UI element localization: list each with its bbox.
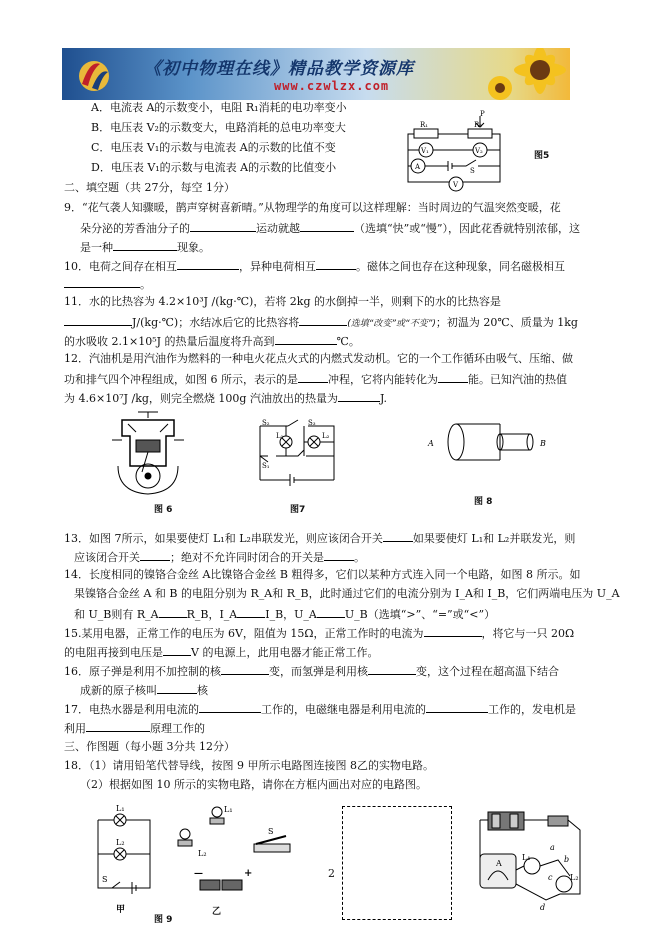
figure-9-jia-circuit — [92, 800, 158, 906]
q15-blank-2[interactable] — [163, 644, 191, 656]
fig5-s-label: S — [470, 167, 475, 175]
q9-line-2: 朵分泌的芳香油分子的 运动就越 （选填“快”或“慢”），因此花香就特别浓郁，这 — [80, 222, 580, 235]
q9-line-3: 是一种 现象。 — [80, 241, 210, 254]
fig5-v2-label: V₂ — [475, 147, 483, 155]
q17-line-2: 利用 原理工作的 — [64, 722, 205, 735]
fig7-s3-label: S₃ — [308, 419, 316, 427]
q14-line-2: 果镍铬合金丝 A 和 B 的电阻分别为 R_A和 R_B，此时通过它们的电流分别为 I_A和 I_B，它们两端电压为 U_A — [74, 587, 620, 600]
q15-blank-1[interactable] — [424, 625, 482, 637]
q9-blank-3[interactable] — [113, 239, 177, 251]
q13-blank-2[interactable] — [140, 549, 170, 561]
q16-line-1: 16．原子弹是利用不加控制的核 变，而氢弹是利用核 变，这个过程在超高温下结合 — [64, 665, 559, 678]
q11-blank-3[interactable] — [275, 333, 337, 345]
site-url: www.czwlzx.com — [274, 79, 390, 93]
figure-6-label: 图 6 — [154, 505, 173, 515]
fig5-p-label: P — [480, 110, 485, 118]
fig10-amp-label: A — [496, 859, 502, 868]
q13-blank-1[interactable] — [383, 530, 413, 542]
q16-blank-3[interactable] — [157, 682, 197, 694]
q13-line-2: 应该闭合开关 ；绝对不允许同时闭合的开关是 。 — [74, 551, 365, 564]
fig5-r1-label: R₁ — [420, 121, 429, 129]
q17-blank-2[interactable] — [426, 701, 488, 713]
q12-line-3: 为 4.6×10⁷J /kg，则完全燃烧 100g 汽油放出的热量为 J. — [64, 392, 388, 405]
fig9-yi-l2-label: L₂ — [198, 849, 207, 858]
q10-line-2: 。 — [64, 276, 151, 292]
q16-blank-2[interactable] — [368, 663, 416, 675]
q10-blank-3[interactable] — [64, 276, 140, 288]
fig5-v1-label: V₁ — [421, 147, 429, 155]
fig7-l1-label: L₁ — [276, 432, 284, 440]
q14-line-3: 和 U_B则有 R_A R_B，I_A I_B，U_A U_B（选填“>”、“=”或“<”） — [74, 608, 496, 621]
q11-line-1: 11．水的比热容为 4.2×10³J /(kg·℃)，若将 2kg 的水倒掉一半，则剩下的水的比热容是 — [64, 295, 502, 308]
figure-7-circuit — [238, 416, 348, 492]
section-3-heading: 三、作图题（每小题 3分共 12分） — [64, 740, 235, 753]
q17-blank-3[interactable] — [86, 720, 150, 732]
q9-blank-1[interactable] — [190, 220, 256, 232]
fig5-a-label: A — [415, 163, 421, 171]
header-banner — [62, 48, 570, 100]
box-number: 2 — [328, 867, 335, 880]
q13-line-1: 13．如图 7所示，如果要使灯 L₁和 L₂串联发光，则应该闭合开关 如果要使灯 L₁和 L₂并联发光，则 — [64, 532, 576, 545]
fig10-c-label: c — [548, 873, 553, 882]
q12-line-1: 12．汽油机是用汽油作为燃料的一种电火花点火式的内燃式发动机。它的一个工作循环由吸气、压缩、做 — [64, 352, 573, 365]
q18-line-1: 18．（1）请用铅笔代替导线，按图 9 甲所示电路图连接图 8乙的实物电路。 — [64, 759, 434, 772]
fig10-a-label: a — [550, 843, 555, 852]
fig5-r2-label: R₂ — [474, 121, 483, 129]
q12-blank-3[interactable] — [338, 390, 380, 402]
q12-blank-2[interactable] — [438, 371, 468, 383]
q10-line-1: 10．电荷之间存在相互 ，异种电荷相互 。磁体之间也存在这种现象，同名磁极相互 — [64, 260, 565, 273]
choice-b: B．电压表 V₂的示数变大，电路消耗的总电功率变大 — [91, 121, 346, 134]
drawing-box[interactable] — [342, 806, 452, 920]
choice-a: A．电流表 A的示数变小，电阻 R₁消耗的电功率变小 — [91, 101, 347, 114]
fig9-yi-l1-label: L₁ — [224, 805, 233, 814]
figure-5-label: 图5 — [534, 151, 550, 161]
q10-blank-2[interactable] — [316, 258, 356, 270]
fig9-yi-minus-label: — — [194, 869, 203, 879]
fig10-b-label: b — [564, 855, 570, 864]
q9-blank-2[interactable] — [300, 220, 354, 232]
choice-d: D．电压表 V₁的示数与电流表 A的示数的比值变小 — [91, 161, 337, 174]
q16-blank-1[interactable] — [221, 663, 269, 675]
section-2-heading: 二、填空题（共 27分，每空 1分） — [64, 181, 235, 194]
q9-line-1: 9．“花气袭人知骤暖，鹊声穿树喜新晴。”从物理学的角度可以这样理解：当时周边的气温突然变暖，花 — [64, 201, 561, 214]
fig7-s1-label: S₁ — [262, 462, 270, 470]
fig10-d-label: d — [540, 903, 546, 912]
q11-line-2: J/(kg·℃)；水结冰后它的比热容将 (选填“改变”或“不变”)；初温为 20℃、质量为 1kg — [64, 314, 578, 331]
fig9-yi-plus-label: + — [244, 868, 253, 879]
figure-7-label: 图7 — [290, 505, 306, 515]
q17-blank-1[interactable] — [199, 701, 261, 713]
figure-8-wire — [426, 414, 550, 474]
fig7-s2-label: S₂ — [262, 419, 270, 427]
q17-line-1: 17．电热水器是利用电流的 工作的，电磁继电器是利用电流的 工作的，发电机是 — [64, 703, 576, 716]
q11-blank-1[interactable] — [64, 314, 132, 326]
q11-blank-2[interactable] — [299, 314, 347, 326]
q13-blank-3[interactable] — [324, 549, 354, 561]
figure-9-jia-label: 甲 — [116, 905, 126, 915]
figure-8-label: 图 8 — [474, 497, 493, 507]
figure-10-circuit — [470, 800, 594, 918]
q10-blank-1[interactable] — [177, 258, 239, 270]
choice-c: C．电压表 V₁的示数与电流表 A的示数的比值不变 — [91, 141, 336, 154]
fig5-v-label: V — [453, 181, 459, 189]
q11-line-3: 的水吸收 2.1×10⁵J 的热量后温度将升高到 ℃。 — [64, 335, 360, 348]
fig7-l2-label: L₂ — [322, 432, 330, 440]
figure-9-yi-label: 乙 — [212, 907, 222, 917]
figure-5-circuit — [400, 110, 510, 192]
fig9-jia-l1-label: L₁ — [116, 804, 125, 813]
figure-9-label: 图 9 — [154, 915, 173, 925]
fig10-l1-label: L₁ — [522, 853, 531, 862]
fig10-l2-label: L₂ — [570, 873, 579, 882]
fig9-yi-s-label: S — [268, 827, 274, 836]
fig9-jia-s-label: S — [102, 875, 108, 884]
sunflower-icon — [480, 48, 570, 100]
figure-6-engine — [108, 410, 188, 496]
q12-line-2: 功和排气四个冲程组成，如图 6 所示，表示的是 冲程，它将内能转化为 能。已知汽油的热值 — [64, 373, 567, 386]
q15-line-2: 的电阻再接到电压是 V 的电源上，此用电器才能正常工作。 — [64, 646, 379, 659]
q14-blank-2[interactable] — [237, 606, 265, 618]
fig8-a-label: A — [428, 439, 434, 448]
q16-line-2: 成新的原子核叫 核 — [80, 684, 208, 697]
q14-line-1: 14．长度相同的镍铬合金丝 A比镍铬合金丝 B 粗得多，它们以某种方式连入同一个电路，如图 8 所示。如 — [64, 568, 581, 581]
fig8-b-label: B — [540, 439, 546, 448]
site-title: 《初中物理在线》精品教学资源库 — [144, 59, 414, 79]
fig9-jia-l2-label: L₂ — [116, 838, 125, 847]
figure-9-yi-objects — [170, 800, 310, 906]
q14-blank-3[interactable] — [317, 606, 345, 618]
q18-line-2: （2）根据如图 10 所示的实物电路，请你在方框内画出对应的电路图。 — [80, 778, 427, 791]
q12-blank-1[interactable] — [298, 371, 328, 383]
q14-blank-1[interactable] — [159, 606, 187, 618]
site-logo-icon — [74, 54, 114, 94]
q15-line-1: 15.某用电器，正常工作的电压为 6V，阻值为 15Ω，正常工作时的电流为 ，将它与一只 20Ω — [64, 627, 575, 640]
